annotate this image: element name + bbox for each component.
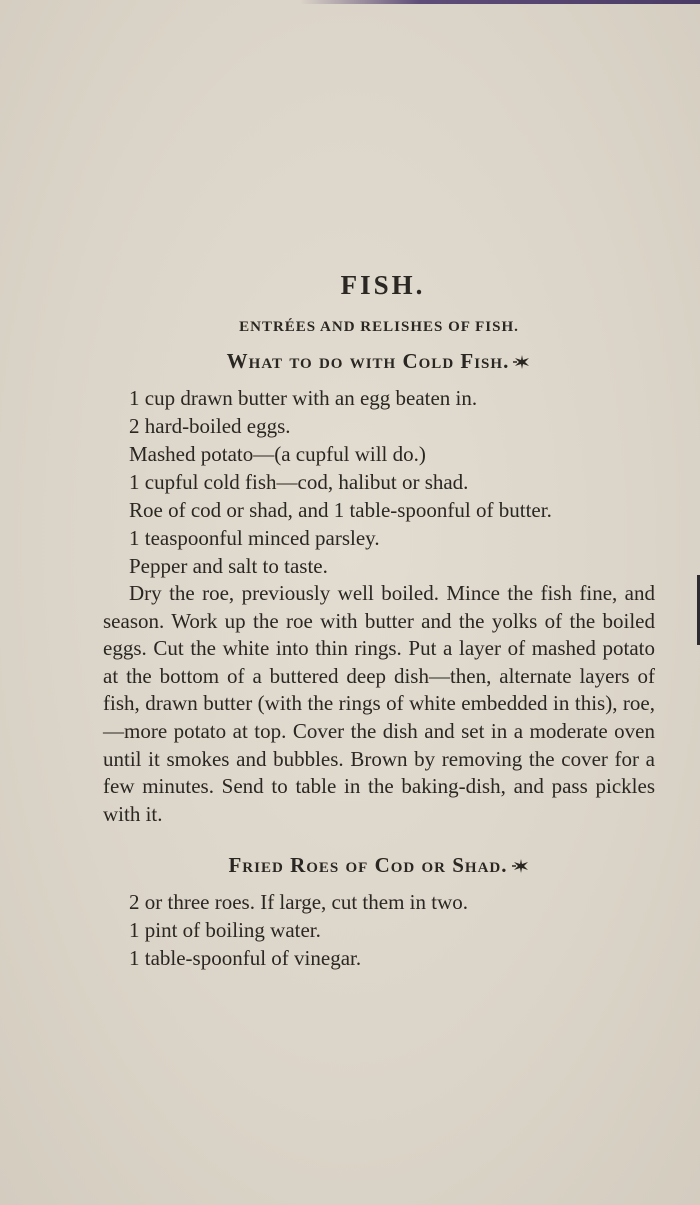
list-item: 1 teaspoonful minced parsley. <box>129 526 380 550</box>
list-item: 1 cup drawn butter with an egg beaten in. <box>129 386 478 410</box>
recipe-cold-fish <box>103 344 655 828</box>
section-subtitle: ENTRÉES AND RELISHES OF FISH. <box>239 319 519 335</box>
list-item: 1 pint of boiling water. <box>129 918 321 943</box>
ingredient-list <box>103 384 655 580</box>
recipe-fried-roes <box>103 848 655 972</box>
section-gap <box>103 828 655 848</box>
list-item: 1 table-spoonful of vinegar. <box>129 946 362 971</box>
list-item: Pepper and salt to taste. <box>129 554 328 578</box>
recipe-method: Dry the roe, previously well boiled. Mince the fish fine, and season. Work up the roe with butter and the yolks of the boiled eggs. Cut the white into thin rings. Put a layer of mashed potato at the bottom of a buttered deep dish—then, alternate layers of fish, drawn butter (with the rings of white embedded in this), roe,—more potato at top. Cover the dish and set in a moderate oven until it smokes and bubbles. Brown by removing the cover for a few minutes. Send to table in the baking-dish, and pass pickles with it. <box>103 581 655 826</box>
list-item: 2 hard-boiled eggs. <box>129 414 291 438</box>
recipe-title <box>103 344 655 378</box>
cross-icon <box>512 850 530 866</box>
ingredient-list <box>103 888 655 972</box>
list-item: Mashed potato—(a cupful will do.) <box>129 442 426 466</box>
page-top-edge <box>300 0 700 4</box>
list-item: Roe of cod or shad, and 1 table-spoonful of butter. <box>129 498 552 522</box>
list-item: 2 or three roes. If large, cut them in two. <box>129 890 469 915</box>
recipe-title-text: Fried Roes of Cod or Shad. <box>228 853 508 878</box>
recipe-title <box>103 848 655 882</box>
book-page <box>103 262 655 972</box>
section-title: FISH. <box>340 270 426 300</box>
list-item: 1 cupful cold fish—cod, halibut or shad. <box>129 470 469 494</box>
recipe-title-text: What to do with Cold Fish. <box>226 349 510 373</box>
cross-icon <box>513 346 531 362</box>
